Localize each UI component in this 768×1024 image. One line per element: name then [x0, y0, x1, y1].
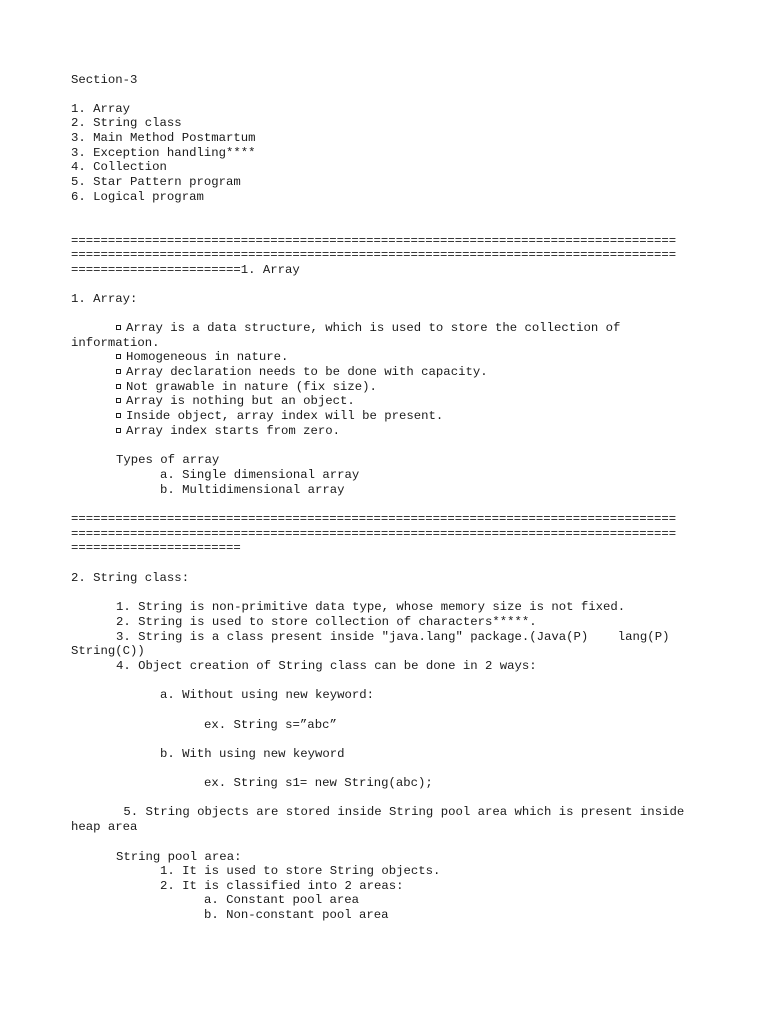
bullet-item: Homogeneous in nature. [116, 350, 288, 364]
toc-item: 1. Array [71, 102, 131, 116]
numbered-item: 5. String objects are stored inside String pool area which is present inside [116, 805, 685, 819]
separator-line-with-label: =======================1. Array [71, 263, 300, 277]
toc-item: 4. Collection [71, 160, 167, 174]
bullet-item: Not grawable in nature (fix size). [116, 380, 377, 394]
numbered-item: 2. String is used to store collection of characters*****. [116, 615, 537, 629]
types-heading: Types of array [116, 453, 220, 467]
toc-item: 3. Main Method Postmartum [71, 131, 256, 145]
bullet-continuation: information. [71, 336, 160, 350]
bullet-item: Array is nothing but an object. [116, 394, 355, 408]
square-bullet-icon [116, 384, 121, 389]
sub-item: b. With using new keyword [160, 747, 345, 761]
square-bullet-icon [116, 428, 121, 433]
type-item: a. Single dimensional array [160, 468, 360, 482]
type-item: b. Multidimensional array [160, 483, 345, 497]
numbered-item: 4. Object creation of String class can be done in 2 ways: [116, 659, 537, 673]
toc-item: 5. Star Pattern program [71, 175, 241, 189]
section-heading: 1. Array: [71, 292, 138, 306]
pool-item: 2. It is classified into 2 areas: [160, 879, 404, 893]
code-example: ex. String s=”abc” [204, 718, 337, 732]
square-bullet-icon [116, 398, 121, 403]
separator-line: ================================================================================== [71, 248, 677, 262]
bullet-item: Array declaration needs to be done with capacity. [116, 365, 488, 379]
toc-item: 6. Logical program [71, 190, 204, 204]
pool-sub-item: b. Non-constant pool area [204, 908, 389, 922]
section-heading: 2. String class: [71, 571, 190, 585]
separator-line: ================================================================================== [71, 527, 677, 541]
separator-line: ======================= [71, 541, 241, 555]
pool-heading: String pool area: [116, 850, 242, 864]
toc-item: 2. String class [71, 116, 182, 130]
numbered-item-continuation: heap area [71, 820, 138, 834]
separator-line: ================================================================================== [71, 234, 677, 248]
numbered-item: 1. String is non-primitive data type, whose memory size is not fixed. [116, 600, 626, 614]
square-bullet-icon [116, 413, 121, 418]
toc-item: 3. Exception handling**** [71, 146, 256, 160]
bullet-item: Array index starts from zero. [116, 424, 340, 438]
numbered-item-continuation: String(C)) [71, 644, 145, 658]
square-bullet-icon [116, 369, 121, 374]
separator-line: ================================================================================== [71, 512, 677, 526]
code-example: ex. String s1= new String(abc); [204, 776, 433, 790]
pool-item: 1. It is used to store String objects. [160, 864, 441, 878]
numbered-item: 3. String is a class present inside "java.lang" package.(Java(P) lang(P) [116, 630, 670, 644]
bullet-item: Inside object, array index will be present. [116, 409, 443, 423]
sub-item: a. Without using new keyword: [160, 688, 375, 702]
square-bullet-icon [116, 354, 121, 359]
document-title: Section-3 [71, 73, 138, 87]
bullet-item: Array is a data structure, which is used to store the collection of [116, 321, 620, 335]
square-bullet-icon [116, 325, 121, 330]
pool-sub-item: a. Constant pool area [204, 893, 359, 907]
